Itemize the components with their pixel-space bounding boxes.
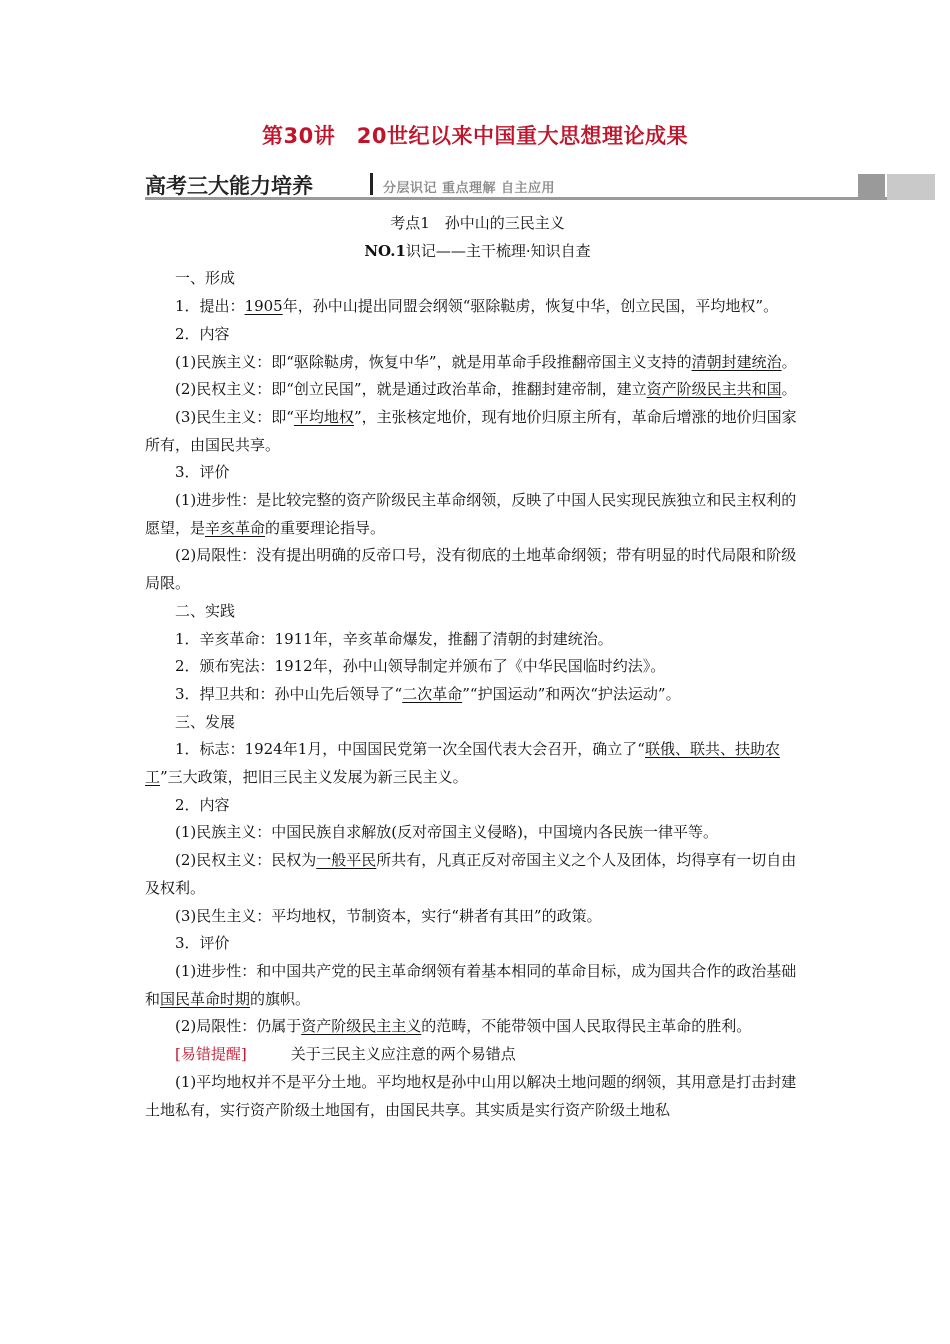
topic-heading: 考点1 孙中山的三民主义 <box>390 214 565 232</box>
underlined-answer: 辛亥革命 <box>205 518 266 537</box>
subheading: 2．内容 <box>175 795 230 814</box>
paragraph: (3)民生主义：平均地权，节制资本，实行“耕者有其田”的政策。 <box>175 906 602 925</box>
text: 的旗帜。 <box>250 989 311 1008</box>
section-banner <box>145 168 935 202</box>
underlined-answer: 二次革命 <box>402 684 463 703</box>
text: ”“护国运动”和两次“护法运动”。 <box>462 684 681 703</box>
paragraph: (1)平均地权并不是平分土地。平均地权是孙中山用以解决土地问题的纲领，其用意是打击封建土地私有，实行资产阶级土地国有，由国民共享。其实质是实行资产阶级土地私 <box>145 1072 797 1119</box>
underlined-answer: 清朝封建统治 <box>691 352 782 371</box>
paragraph: 1．辛亥革命：1911年，辛亥革命爆发，推翻了清朝的封建统治。 <box>175 629 613 648</box>
paragraph <box>145 376 810 404</box>
banner-separator <box>370 173 373 195</box>
document-body <box>145 210 810 1124</box>
lesson-title: 第30讲 20世纪以来中国重大思想理论成果 <box>262 124 688 148</box>
paragraph: 2．颁布宪法：1912年，孙中山领导制定并颁布了《中华民国临时约法》。 <box>175 657 666 676</box>
paragraph <box>145 681 810 709</box>
text: 。 <box>781 352 797 371</box>
subtopic-text: 识记——主干梳理·知识自查 <box>405 241 591 260</box>
paragraph: (2)局限性：没有提出明确的反帝口号，没有彻底的土地革命纲领；带有明显的时代局限和阶级局限。 <box>145 546 797 593</box>
text: (2)民权主义：民权为 <box>175 851 317 870</box>
text: 的范畴，不能带领中国人民取得民主革命的胜利。 <box>421 1017 752 1036</box>
tip-heading <box>145 1041 810 1069</box>
text: 3．捍卫共和：孙中山先后领导了“ <box>175 684 403 703</box>
paragraph: (1)民族主义：中国民族自求解放(反对帝国主义侵略)，中国境内各民族一律平等。 <box>175 823 718 842</box>
text: 的重要理论指导。 <box>265 518 386 537</box>
paragraph <box>145 1013 810 1041</box>
text: (1)民族主义：即“驱除鞑虏，恢复中华”，就是用革命手段推翻帝国主义支持的 <box>175 352 692 371</box>
subtopic-heading <box>145 238 810 266</box>
paragraph <box>145 293 810 321</box>
section-2-title: 二、实践 <box>175 601 236 620</box>
subtopic-number: NO.1 <box>364 241 406 260</box>
underlined-answer: 一般平民 <box>316 851 377 870</box>
banner-title: 高考三大能力培养 <box>145 174 313 198</box>
paragraph <box>145 847 810 902</box>
tip-title: 关于三民主义应注意的两个易错点 <box>290 1045 516 1064</box>
text: 年，孙中山提出同盟会纲领“驱除鞑虏，恢复中华，创立民国，平均地权”。 <box>282 297 779 316</box>
text: (1)进步性：是比较完整的资产阶级民主革命纲领，反映了中国人民实现民族独立和民主权利的愿望，是 <box>145 491 797 537</box>
subheading: 3．评价 <box>175 463 230 482</box>
paragraph <box>145 736 810 791</box>
tip-tag: [易错提醒] <box>175 1045 247 1064</box>
text: (2)民权主义：即“创立民国”，就是通过政治革命，推翻封建帝制，建立 <box>175 380 647 399</box>
subheading: 2．内容 <box>175 324 230 343</box>
paragraph <box>145 958 810 1013</box>
underlined-answer: 国民革命时期 <box>160 989 251 1008</box>
banner-light-block <box>887 174 935 200</box>
paragraph <box>145 487 810 542</box>
text: 1．提出： <box>175 297 245 316</box>
text: 所共有，凡真正反对帝国主义之个人及团体，均得享有一切自由及权利。 <box>145 851 797 897</box>
text: (2)局限性：仍属于 <box>175 1017 302 1036</box>
underlined-answer: 资产阶级民主主义 <box>301 1017 422 1036</box>
underlined-answer: 平均地权 <box>293 407 354 426</box>
text: ”，主张核定地价，现有地价归原主所有，革命后增涨的地价归国家所有，由国民共享。 <box>145 407 797 454</box>
text: 1．标志：1924年1月，中国国民党第一次全国代表大会召开，确立了“ <box>175 740 645 759</box>
text: (1)进步性：和中国共产党的民主革命纲领有着基本相同的革命目标，成为国共合作的政治基础和 <box>145 961 797 1008</box>
text: 。 <box>781 380 797 399</box>
underlined-answer: 1905 <box>244 297 283 316</box>
subheading: 3．评价 <box>175 934 230 953</box>
section-3-title: 三、发展 <box>175 712 236 731</box>
paragraph <box>145 404 810 459</box>
paragraph <box>145 349 810 377</box>
section-1-title: 一、形成 <box>175 269 236 288</box>
banner-subtitle: 分层识记 重点理解 自主应用 <box>383 181 556 196</box>
banner-dark-block <box>858 174 885 200</box>
underlined-answer: 联俄、联共、扶助农工 <box>145 740 780 787</box>
underlined-answer: 资产阶级民主共和国 <box>646 380 782 399</box>
text: (3)民生主义：即“ <box>175 407 294 426</box>
text: ”三大政策，把旧三民主义发展为新三民主义。 <box>160 768 468 787</box>
